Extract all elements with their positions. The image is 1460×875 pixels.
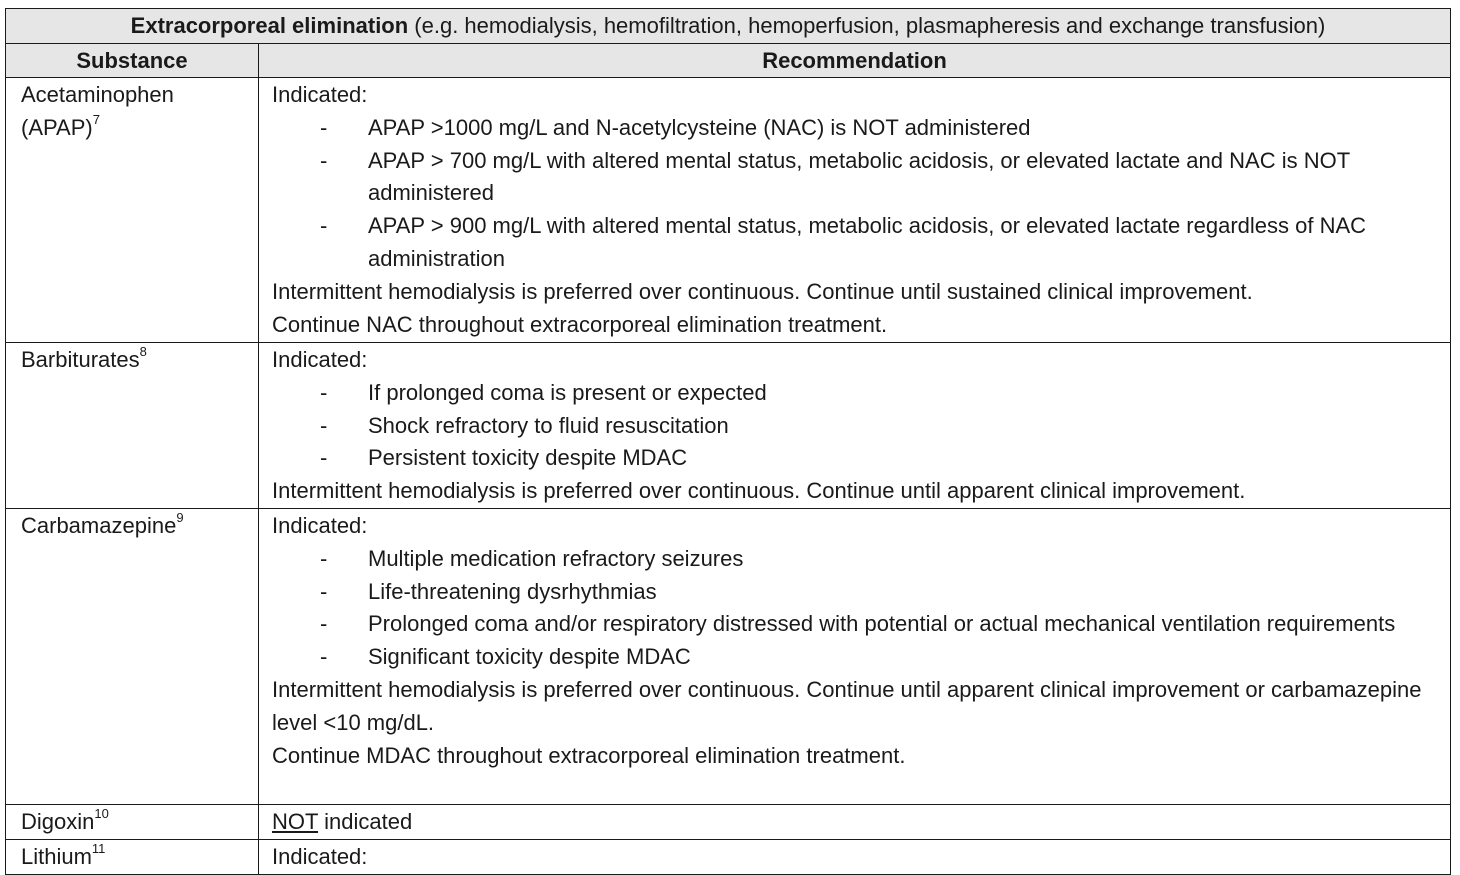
table-title-row — [6, 9, 1451, 44]
substance-cell — [6, 839, 259, 874]
bullet-text: APAP > 900 mg/L with altered mental status, metabolic acidosis, or elevated lactate regardless of NAC administration — [368, 213, 1367, 271]
bullet-dash: - — [320, 379, 328, 405]
bullet-text: APAP > 700 mg/L with altered mental status, metabolic acidosis, or elevated lactate and NAC is NOT administered — [368, 147, 1350, 206]
indicated-label: Indicated: — [272, 512, 368, 538]
indicated-label: Indicated: — [272, 82, 368, 107]
substance-name-abbrev: (APAP)$^7$ — [21, 111, 100, 140]
table-row — [6, 343, 1451, 509]
substance-cell — [6, 78, 259, 343]
reference-marker: 11 — [91, 840, 106, 856]
table-title-rest: (e.g. hemodialysis, hemofiltration, hemoperfusion, plasmapheresis and exchange transfusion) — [408, 13, 1326, 38]
substance-name: Carbamazepine$^9$ — [21, 509, 184, 538]
bullet-dash: - — [320, 213, 328, 239]
note-text: Continue NAC throughout extracorporeal elimination treatment. — [272, 311, 888, 337]
substance-cell — [6, 343, 259, 509]
bullet-dash: - — [320, 611, 328, 637]
reference-marker: 7 — [92, 111, 100, 127]
note-text: Intermittent hemodialysis is preferred over continuous. Continue until apparent clinical improvement or carbamazepine level <10 mg/dL. — [272, 676, 1422, 735]
bullet-text: APAP >1000 mg/L and N-acetylcysteine (NAC) is NOT administered — [368, 114, 1031, 140]
bullet-dash: - — [320, 545, 328, 571]
bullet-text: Significant toxicity despite MDAC — [368, 644, 691, 670]
table-row — [6, 78, 1451, 343]
bullet-dash: - — [320, 412, 328, 438]
bullet-text: Multiple medication refractory seizures — [368, 545, 744, 571]
indicated-label: Indicated: — [272, 843, 368, 869]
list-item — [272, 410, 1450, 443]
substance-name: Lithium$^{11}$ — [21, 840, 106, 869]
indicated-label: Indicated: — [272, 347, 368, 372]
list-item — [272, 377, 1450, 410]
recommendation-cell — [259, 804, 1451, 839]
bullet-text: Shock refractory to fluid resuscitation — [368, 412, 729, 438]
column-header-recommendation: Recommendation — [259, 44, 1451, 78]
list-item — [272, 145, 1450, 211]
list-item — [272, 608, 1450, 641]
bullet-text: If prolonged coma is present or expected — [368, 379, 767, 405]
bullet-dash: - — [320, 147, 328, 173]
note-text: Intermittent hemodialysis is preferred over continuous. Continue until apparent clinical improvement. — [272, 478, 1246, 504]
list-item — [272, 543, 1450, 576]
recommendation-cell — [259, 78, 1451, 343]
table-row — [6, 508, 1451, 804]
bullet-dash: - — [320, 578, 328, 604]
recommendation-cell — [259, 343, 1451, 509]
list-item — [272, 641, 1450, 674]
substance-name: Barbiturates$^8$ — [21, 344, 147, 372]
table-title — [6, 9, 1451, 44]
list-item — [272, 576, 1450, 609]
table-row — [6, 804, 1451, 839]
bullet-dash: - — [320, 114, 328, 140]
list-item — [272, 210, 1450, 276]
note-text: Intermittent hemodialysis is preferred over continuous. Continue until sustained clinical improvement. — [272, 278, 1253, 304]
bullet-text: Persistent toxicity despite MDAC — [368, 445, 688, 471]
reference-marker: 10 — [94, 805, 109, 821]
list-item — [272, 112, 1450, 145]
extracorporeal-elimination-table — [5, 8, 1451, 875]
table-title-bold: Extracorporeal elimination — [130, 13, 409, 38]
table-header-row — [6, 44, 1451, 78]
substance-name: Acetaminophen — [21, 82, 174, 107]
bullet-text: Prolonged coma and/or respiratory distressed with potential or actual mechanical ventilation requirements — [368, 611, 1396, 637]
substance-cell — [6, 508, 259, 804]
substance-name: Digoxin$^{10}$ — [21, 805, 109, 834]
bullet-dash: - — [320, 445, 328, 471]
reference-marker: 8 — [139, 344, 147, 359]
list-item — [272, 442, 1450, 475]
column-header-substance: Substance — [6, 44, 259, 78]
substance-cell — [6, 804, 259, 839]
reference-marker: 9 — [176, 509, 184, 525]
not-emphasis: NOT — [272, 808, 319, 834]
recommendation-cell — [259, 839, 1451, 874]
recommendation-cell — [259, 508, 1451, 804]
not-indicated-text: NOT indicated — [272, 808, 413, 834]
bullet-text: Life-threatening dysrhythmias — [368, 578, 657, 604]
note-text: Continue MDAC throughout extracorporeal elimination treatment. — [272, 742, 906, 768]
bullet-dash: - — [320, 644, 328, 670]
table-row — [6, 839, 1451, 874]
